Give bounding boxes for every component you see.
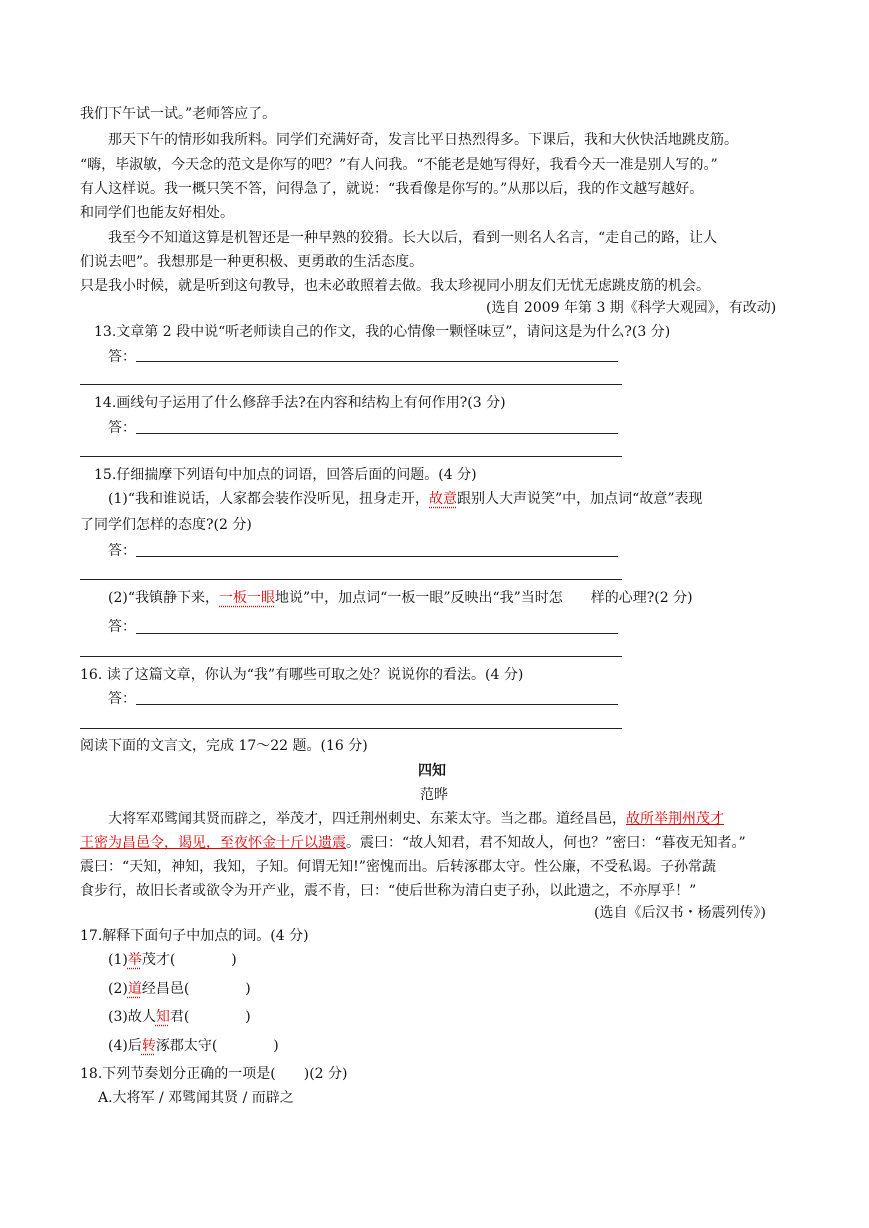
q17-item bbox=[108, 979, 251, 999]
question-13: 13.文章第 2 段中说“听老师读自己的作文，我的心情像一颗怪味豆”，请问这是为什么?(3 分) bbox=[94, 324, 671, 340]
answer-line[interactable] bbox=[136, 361, 618, 362]
question-15-2 bbox=[108, 588, 693, 608]
q17-item-text: 涿郡太守( ) bbox=[155, 1038, 279, 1054]
answer-line[interactable] bbox=[136, 633, 618, 634]
q17-item bbox=[108, 950, 237, 970]
answer-label: 答： bbox=[108, 691, 136, 707]
question-15-1 bbox=[108, 489, 702, 509]
q17-item bbox=[108, 1007, 251, 1027]
answer-label: 答： bbox=[108, 349, 136, 365]
dotted-word: 举 bbox=[127, 952, 142, 968]
story-line: 我至今不知道这算是机智还是一种早熟的狡猾。长大以后，看到一则名人名言，“走自己的路，让人 bbox=[108, 230, 718, 246]
classical-text: 。震曰：“故人知君，君不知故人，何也？”密曰：“暮夜无知者。” bbox=[346, 835, 746, 851]
classical-line bbox=[108, 809, 724, 829]
answer-line[interactable] bbox=[80, 656, 622, 657]
q17-item-text: (3)故人 bbox=[108, 1009, 156, 1025]
classical-line: 食步行，故旧长者或欲令为开产业，震不肯，曰：“使后世称为清白吏子孙，以此遗之，不亦厚乎！” bbox=[80, 883, 697, 899]
question-16: 16. 读了这篇文章，你认为“我”有哪些可取之处？说说你的看法。(4 分) bbox=[80, 667, 524, 683]
question-15: 15.仔细揣摩下列语句中加点的词语，回答后面的问题。(4 分) bbox=[94, 467, 477, 483]
answer-line[interactable] bbox=[80, 728, 622, 729]
question-14: 14.画线句子运用了什么修辞手法?在内容和结构上有何作用?(3 分) bbox=[94, 395, 506, 411]
answer-label: 答： bbox=[108, 619, 136, 635]
story-line: 有人这样说。我一概只笑不答，问得急了，就说：“我看像是你写的。”从那以后，我的作文越写越好。 bbox=[80, 181, 704, 197]
question-15-1-cont: 了同学们怎样的态度?(2 分) bbox=[80, 517, 252, 533]
classical-title: 四知 bbox=[418, 763, 446, 779]
q17-item-text: (4)后 bbox=[108, 1038, 142, 1054]
dotted-word: 知 bbox=[155, 1009, 170, 1025]
q17-item-text: 茂才( ) bbox=[141, 952, 237, 968]
answer-line[interactable] bbox=[136, 704, 618, 705]
answer-line[interactable] bbox=[136, 433, 618, 434]
q17-item bbox=[108, 1036, 279, 1056]
q17-item-text: 经昌邑( ) bbox=[141, 981, 251, 997]
question-17: 17.解释下面句子中加点的词。(4 分) bbox=[80, 928, 309, 944]
classical-intro: 阅读下面的文言文，完成 17～22 题。(16 分) bbox=[80, 738, 368, 754]
q18-option-a[interactable]: A.大将军 / 邓骘闻其贤 / 而辟之 bbox=[98, 1090, 294, 1106]
classical-author: 范晔 bbox=[420, 787, 448, 803]
classical-line: 震曰：“天知，神知，我知，子知。何谓无知!”密愧而出。后转涿郡太守。性公廉，不受私谒。子孙常蔬 bbox=[80, 859, 716, 875]
classical-source: (选自《后汉书・杨震列传》) bbox=[594, 905, 766, 921]
q15-2-text-a: (2)“我镇静下来， bbox=[108, 590, 219, 606]
dotted-word: 故意 bbox=[429, 491, 457, 507]
story-line: 们说去吧”。我想那是一种更积极、更勇敢的生活态度。 bbox=[80, 254, 424, 270]
dotted-word: 一板一眼 bbox=[219, 590, 275, 606]
q17-item-text: (2) bbox=[108, 981, 128, 997]
story-line: 我们下午试一试。”老师答应了。 bbox=[80, 106, 277, 122]
answer-label: 答： bbox=[108, 420, 136, 436]
dotted-word: 道 bbox=[127, 981, 142, 997]
answer-line[interactable] bbox=[80, 384, 622, 385]
question-18: 18.下列节奏划分正确的一项是( )(2 分) bbox=[80, 1066, 348, 1082]
answer-line[interactable] bbox=[80, 456, 622, 457]
answer-line[interactable] bbox=[80, 579, 622, 580]
answer-label: 答： bbox=[108, 543, 136, 559]
q17-item-text: 君( ) bbox=[169, 1009, 251, 1025]
story-source: (选自 2009 年第 3 期《科学大观园》，有改动) bbox=[486, 300, 777, 316]
q15-1-text-a: (1)“我和谁说话，人家都会装作没听见，扭身走开， bbox=[108, 491, 429, 507]
story-line: 那天下午的情形如我所料。同学们充满好奇，发言比平日热烈得多。下课后，我和大伙快活地跳皮筋。 bbox=[108, 132, 738, 148]
dotted-word: 转 bbox=[141, 1038, 156, 1054]
story-line: “嗨，毕淑敏，今天念的范文是你写的吧？”有人问我。“不能老是她写得好，我看今天一准是别人写的。” bbox=[80, 157, 718, 173]
story-line: 只是我小时候，就是听到这句教导，也未必敢照着去做。我太珍视同小朋友们无忧无虑跳皮筋的机会。 bbox=[80, 278, 710, 294]
q15-2-text-c: 样的心理?(2 分) bbox=[590, 590, 693, 606]
answer-line[interactable] bbox=[136, 556, 618, 557]
underlined-sentence: 故所举荆州茂才 bbox=[626, 811, 724, 827]
classical-line bbox=[80, 833, 746, 853]
classical-text: 大将军邓骘闻其贤而辟之，举茂才，四迁荆州刺史、东莱太守。当之郡。道经昌邑， bbox=[108, 811, 626, 827]
story-line: 和同学们也能友好相处。 bbox=[80, 205, 234, 221]
q15-2-text-b: 地说”中，加点词“一板一眼”反映出“我”当时怎 bbox=[275, 590, 563, 606]
q17-item-text: (1) bbox=[108, 952, 128, 968]
q15-1-text-b: 跟别人大声说笑”中，加点词“故意”表现 bbox=[457, 491, 703, 507]
underlined-sentence: 王密为昌邑令，谒见，至夜怀金十斤以遗震 bbox=[80, 835, 346, 851]
